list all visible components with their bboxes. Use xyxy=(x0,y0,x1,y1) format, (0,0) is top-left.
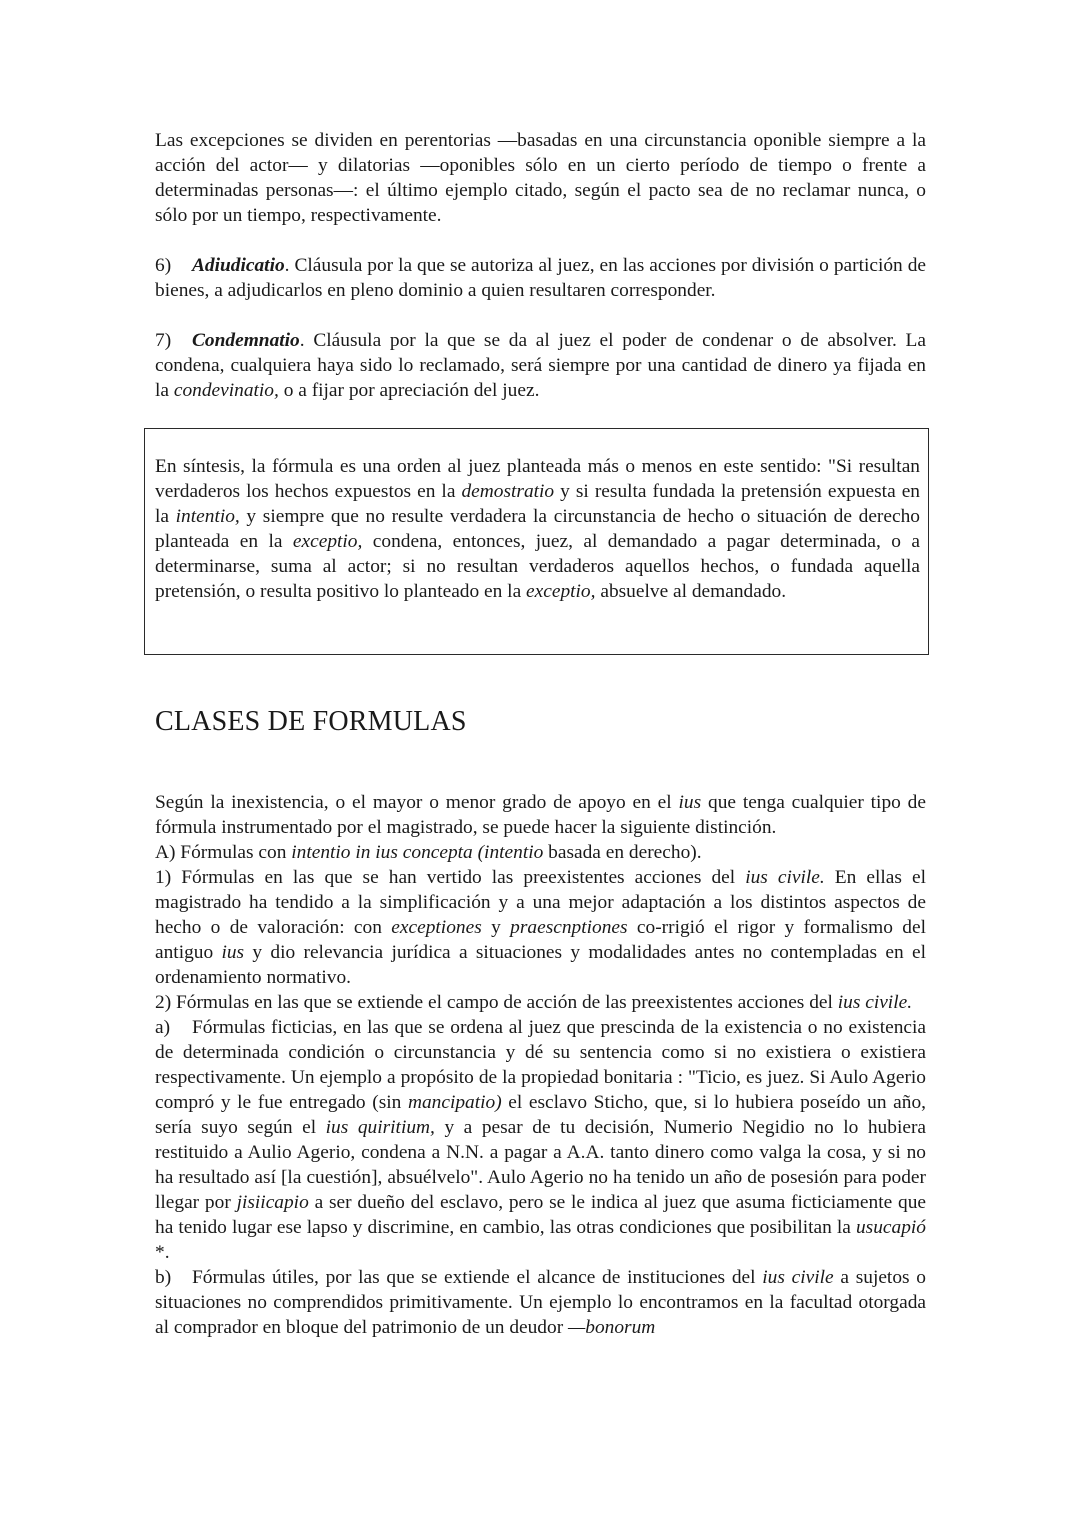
summary-box-text xyxy=(155,454,920,604)
paragraph-a xyxy=(155,840,926,865)
text-run: En ellas el magistrado ha tendido a la simplificación y a una mejor adaptación a los distintos aspectos de hecho o de valoración: con xyxy=(155,867,926,938)
text-run: el esclavo Sticho, que, si lo hubiera poseído un año, sería suyo según el xyxy=(155,1092,926,1138)
text-run: a ser dueño del esclavo, pero se le indica al juez que asuma ficticiamente que ha tenido lugar ese lapso y discrimine, en cambio, las otras condiciones que posibilitan la xyxy=(155,1192,926,1238)
item-number: 6) xyxy=(155,255,172,276)
italic-term: exceptio, xyxy=(292,531,363,552)
paragraph-adiudicatio xyxy=(155,253,926,303)
term-adiudicatio: Adiudicatio xyxy=(192,255,285,276)
text-run: co-rrigió el rigor y formalismo del antiguo xyxy=(155,917,926,963)
italic-term: —bonorum xyxy=(568,1317,656,1338)
text-run: Según la inexistencia, o el mayor o menor grado de apoyo en el xyxy=(155,792,679,813)
text-run: que tenga cualquier tipo de fórmula instrumentado por el magistrado, se puede hacer la siguiente distinción. xyxy=(155,792,926,838)
italic-term: ius civile. xyxy=(837,992,913,1013)
text-run: y si resulta fundada la pretensión expuesta en la xyxy=(155,481,920,527)
section-heading: CLASES DE FORMULAS xyxy=(155,706,467,737)
paragraph-text: o a fijar por apreciación del juez. xyxy=(278,380,540,401)
italic-term: intentio, xyxy=(175,506,240,527)
paragraph-a-ficticias xyxy=(155,1015,926,1265)
text-run: absuelve al demandado. xyxy=(595,581,787,602)
paragraph-text: . Cláusula por la que se da al juez el poder de condenar o de absolver. La condena, cualquiera haya sido lo reclamado, será siempre por una cantidad de dinero ya fijada en la xyxy=(155,330,926,401)
italic-term: exceptio, xyxy=(526,581,596,602)
italic-term: ius quiritium, xyxy=(325,1117,435,1138)
text-run: a sujetos o situaciones no comprendidos primitivamente. Un ejemplo lo encontramos en la facultad otorgada al comprador en bloque del patrimonio de un deudor xyxy=(155,1267,926,1338)
clases-section xyxy=(155,790,926,1340)
summary-paragraph xyxy=(155,454,920,604)
top-section xyxy=(155,128,926,403)
text-run: Fórmulas útiles, por las que se extiende el alcance de instituciones del xyxy=(192,1267,763,1288)
text-run: y a pesar de tu decisión, Numerio Negidio no lo hubiera restituido a Aulio Agerio, condena a N.N. a pagar a A.A. tanto dinero como valga la cosa, y si no ha resultado así [la cuestión], absuélvelo". Aulo Agerio no ha tenido un año de posesión para poder llegar por xyxy=(155,1117,927,1213)
italic-term: demostratio xyxy=(461,481,555,502)
item-number: 7) xyxy=(155,330,172,351)
paragraph-1 xyxy=(155,865,926,990)
item-number: a) xyxy=(155,1017,171,1038)
text-run: condena, entonces, juez, al demandado a pagar determinada, o a determinarse, suma al actor; si no resultan verdaderos aquellos hechos, o fundada aquella pretensión, o resulta positivo lo planteado en la xyxy=(155,531,920,602)
italic-term: praescnptiones xyxy=(510,917,628,938)
italic-term: condevinatio, xyxy=(173,380,279,401)
term-condemnatio: Condemnatio xyxy=(192,330,300,351)
paragraph-condemnatio xyxy=(155,328,926,403)
paragraph-b-utiles xyxy=(155,1265,926,1340)
italic-term: intentio in ius concepta (intentio xyxy=(291,842,544,863)
text-run: 2) Fórmulas en las que se extiende el campo de acción de las preexistentes acciones del xyxy=(155,992,838,1013)
paragraph-2 xyxy=(155,990,926,1015)
italic-term: exceptiones xyxy=(391,917,482,938)
text-run: En síntesis, la fórmula es una orden al juez planteada más o menos en este sentido: "Si resultan verdaderos los hechos expuestos en la xyxy=(155,456,920,502)
italic-term: jisiicapio xyxy=(236,1192,309,1213)
italic-term: ius xyxy=(678,792,702,813)
text-run: A) Fórmulas con xyxy=(155,842,292,863)
paragraph-excepciones: Las excepciones se dividen en perentorias —basadas en una circunstancia oponible siempre a la acción del actor— y dilatorias —oponibles sólo en un cierto período de tiempo o frente a determinadas personas—: el último ejemplo citado, según el pacto sea de no reclamar nunca, o sólo por un tiempo, respectivamente. xyxy=(155,130,926,226)
italic-term: ius civile xyxy=(762,1267,834,1288)
paragraph-text: . Cláusula por la que se autoriza al juez, en las acciones por división o partición de bienes, a adjudicarlos en pleno dominio a quien resultaren corresponder. xyxy=(155,255,926,301)
text-run: y xyxy=(481,917,511,938)
item-number: b) xyxy=(155,1267,172,1288)
italic-term: mancipatio) xyxy=(407,1092,502,1113)
text-run: 1) Fórmulas en las que se han vertido las preexistentes acciones del xyxy=(155,867,746,888)
text-run: basada en derecho). xyxy=(543,842,702,863)
italic-term: ius civile. xyxy=(745,867,825,888)
paragraph-intro xyxy=(155,790,926,840)
italic-term: usucapió xyxy=(855,1217,926,1238)
text-run: y dio relevancia jurídica a situaciones y modalidades antes no contempladas en el ordenamiento normativo. xyxy=(155,942,926,988)
text-run: Fórmulas ficticias, en las que se ordena al juez que prescinda de la existencia o no existencia de determinada condición o circunstancia y dé su sentencia como si no existiera o existiera respectivamente. Un ejemplo a propósito de la propiedad bonitaria : "Ticio, es juez. Si Aulo Agerio compró y le fue entregado (sin xyxy=(155,1017,926,1113)
italic-term: ius xyxy=(221,942,245,963)
text-run: *. xyxy=(155,1242,170,1263)
text-run: y siempre que no resulte verdadera la circunstancia de hecho o situación de derecho planteada en la xyxy=(155,506,920,552)
